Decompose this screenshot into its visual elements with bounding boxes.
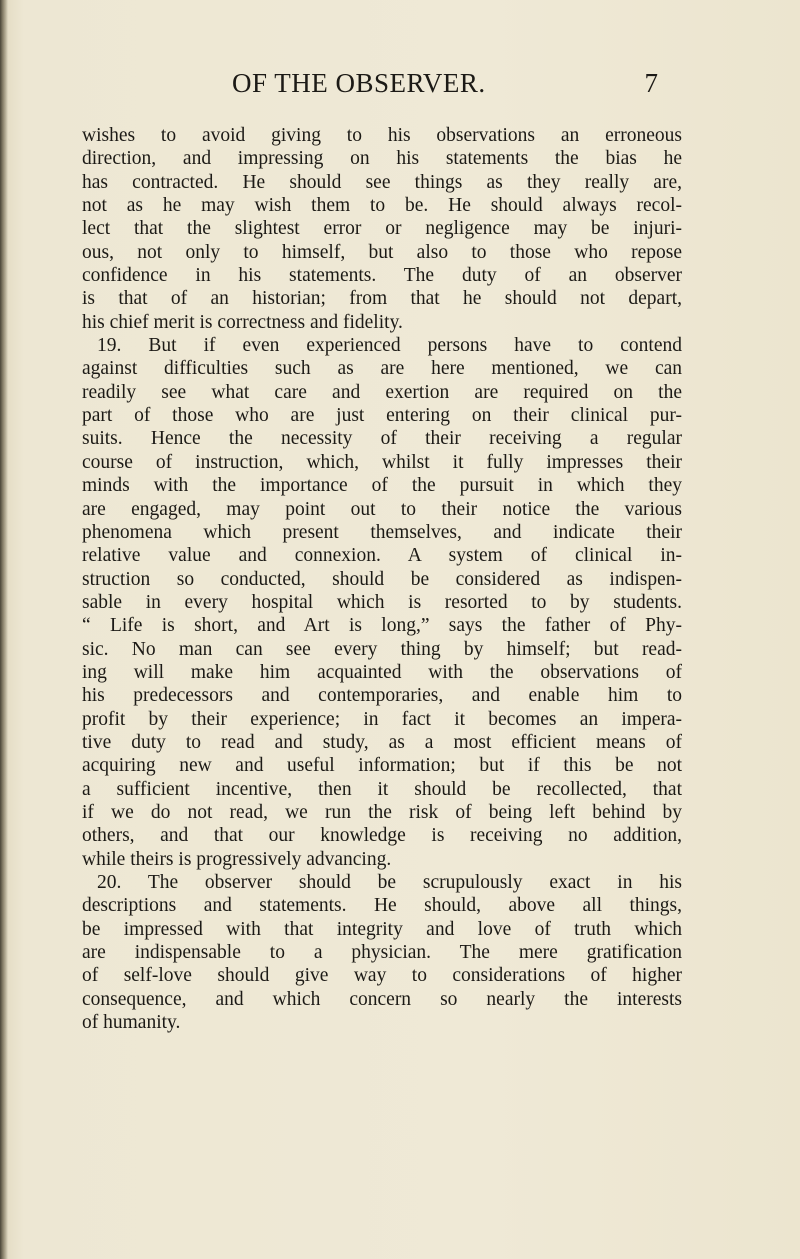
paragraph-20-start: 20. The observer should be scrupulously exact in his	[97, 872, 682, 893]
text-line: phenomena which present themselves, and indicate their	[82, 521, 682, 543]
text-line: tive duty to read and study, as a most efficient means of	[82, 731, 682, 753]
running-title: OF THE OBSERVER.	[232, 68, 486, 98]
text-line: his predecessors and contemporaries, and enable him to	[82, 685, 682, 707]
text-line: confidence in his statements. The duty of an observer	[82, 265, 682, 287]
text-line: not as he may wish them to be. He should always recol-	[82, 195, 682, 217]
text-line: readily see what care and exertion are required on the	[82, 381, 682, 403]
text-line: wishes to avoid giving to his observations an erroneous	[82, 125, 682, 146]
text-line: against difficulties such as are here mentioned, we can	[82, 358, 682, 380]
text-line: others, and that our knowledge is receiving no addition,	[82, 825, 682, 847]
running-head	[198, 68, 698, 108]
text-line: has contracted. He should see things as they really are,	[82, 171, 682, 193]
text-line: relative value and connexion. A system of clinical in-	[82, 545, 682, 567]
text-line: ing will make him acquainted with the observations of	[82, 661, 682, 683]
text-line: of self-love should give way to considerations of higher	[82, 965, 682, 987]
text-line: sic. No man can see every thing by himself; but read-	[82, 638, 682, 660]
text-line: lect that the slightest error or negligence may be injuri-	[82, 218, 682, 240]
text-line: part of those who are just entering on their clinical pur-	[82, 405, 682, 427]
text-line: be impressed with that integrity and love of truth which	[82, 918, 682, 940]
body-text	[82, 124, 682, 1034]
text-line: of humanity.	[82, 1012, 181, 1034]
text-line: sable in every hospital which is resorted to by students.	[82, 591, 682, 613]
paragraph-19-start: 19. But if even experienced persons have to contend	[97, 335, 682, 357]
page-gutter	[0, 0, 8, 1259]
text-line: his chief merit is correctness and fidelity.	[82, 311, 403, 333]
page-number: 7	[644, 68, 658, 98]
text-line: course of instruction, which, whilst it fully impresses their	[82, 451, 682, 473]
text-line: direction, and impressing on his statements the bias he	[82, 148, 682, 170]
text-line: minds with the importance of the pursuit in which they	[82, 475, 682, 497]
text-line: acquiring new and useful information; but if this be not	[82, 755, 682, 777]
text-line: suits. Hence the necessity of their receiving a regular	[82, 428, 682, 450]
text-line: a sufficient incentive, then it should be recollected, that	[82, 778, 682, 800]
text-line: are indispensable to a physician. The mere gratification	[82, 942, 682, 964]
text-line: ous, not only to himself, but also to those who repose	[82, 241, 682, 263]
text-line: profit by their experience; in fact it becomes an impera-	[82, 708, 682, 730]
text-line: while theirs is progressively advancing.	[82, 848, 392, 870]
text-line: “ Life is short, and Art is long,” says the father of Phy-	[82, 615, 682, 637]
text-line: consequence, and which concern so nearly the interests	[82, 988, 682, 1010]
text-line: descriptions and statements. He should, above all things,	[82, 895, 682, 917]
text-line: if we do not read, we run the risk of being left behind by	[82, 801, 682, 823]
text-line: is that of an historian; from that he should not depart,	[82, 288, 682, 310]
text-line: are engaged, may point out to their notice the various	[82, 498, 682, 520]
text-line: struction so conducted, should be considered as indispen-	[82, 568, 682, 590]
